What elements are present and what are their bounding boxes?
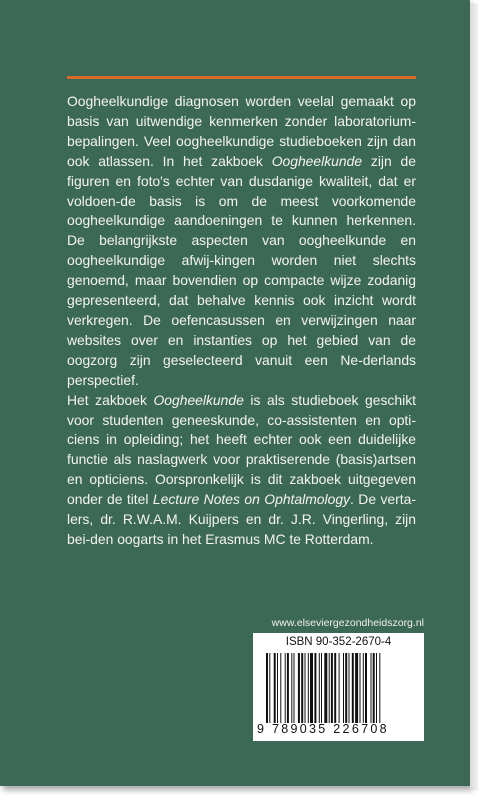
barcode-bar (376, 653, 377, 723)
barcode-bar (301, 653, 303, 723)
barcode-bar (349, 653, 350, 723)
barcode (266, 653, 416, 723)
book-title: Oogheelkunde (153, 391, 244, 408)
barcode-bar (371, 653, 372, 723)
barcode-bar (280, 653, 281, 723)
barcode-bar (266, 653, 268, 723)
barcode-bar (352, 653, 354, 723)
isbn-label: ISBN 90-352-2670-4 (285, 636, 392, 648)
barcode-bar (294, 653, 295, 723)
barcode-bar (308, 653, 309, 723)
barcode-bar (345, 653, 347, 723)
barcode-bar (291, 653, 292, 723)
barcode-bar (363, 653, 364, 723)
barcode-bar (298, 653, 300, 723)
barcode-bar (277, 653, 278, 723)
barcode-box (253, 633, 424, 741)
barcode-bar (274, 653, 276, 723)
original-title: Lecture Notes on Ophtalmology (152, 491, 350, 508)
barcode-bar (319, 653, 320, 723)
barcode-bar (321, 653, 322, 723)
barcode-bar (329, 653, 330, 723)
barcode-bar (334, 653, 336, 723)
publisher-url: www.elseviergezondheidszorg.nl (271, 617, 424, 629)
barcode-bar (373, 653, 375, 723)
blurb-paragraph-1: Oogheelkundige diagnosen worden veelal gemaakt op basis van uitwendige kenmerken zonder laboratorium-bepalingen. Veel oogheelkundige studieboeken zijn dan ook atlassen. In het zakboek Oogheelkunde zijn de figuren en foto's echter van dusdanige kwaliteit, dat er voldoen-de basis is om de meest voorkomende oogheelkundige aandoeningen te kunnen herkennen. De belangrijkste aspecten van oogheelkunde en oogheelkundige afwij-kingen worden niet slechts genoemd, maar bovendien op compacte wijze zodanig gepresenteerd, dat behalve kennis ook inzicht wordt verkregen. De oefencasussen en verwijzingen naar websites over en instanties op het gebied van de oogzorg zijn geselecteerd vanuit een Ne-derlands perspectief. (67, 93, 417, 388)
barcode-bar (310, 653, 313, 723)
barcode-bar (365, 653, 367, 723)
barcode-bar (379, 653, 380, 723)
ean-digits: 9 789035 226708 (257, 722, 389, 736)
barcode-bar (339, 653, 340, 723)
page-edge (470, 4, 478, 790)
blurb-paragraph-2: Het zakboek Oogheelkunde is als studieboek geschikt voor studenten geneeskunde, co-assistenten en opti-ciens in opleiding; het heeft echter ook een duidelijke functie als naslagwerk voor praktiserende (basis)artsen en opticiens. Oorspronkelijk is dit zakboek uitgegeven onder de titel Lecture Notes on Ophtalmology. De verta-lers, dr. R.W.A.M. Kuijpers en dr. J.R. Vingerling, zijn bei-den oogarts in het Erasmus MC te Rotterdam. (67, 391, 416, 547)
barcode-bar (331, 653, 333, 723)
orange-rule (67, 76, 416, 79)
barcode-bar (285, 653, 286, 723)
barcode-bar (360, 653, 361, 723)
barcode-bar (343, 653, 344, 723)
barcode-bar (324, 653, 327, 723)
barcode-bar (269, 653, 270, 723)
barcode-bar (287, 653, 289, 723)
book-title: Oogheelkunde (271, 152, 363, 169)
barcode-bar (305, 653, 306, 723)
barcode-bar (355, 653, 358, 723)
back-cover-blurb (67, 92, 416, 550)
barcode-bar (314, 653, 316, 723)
